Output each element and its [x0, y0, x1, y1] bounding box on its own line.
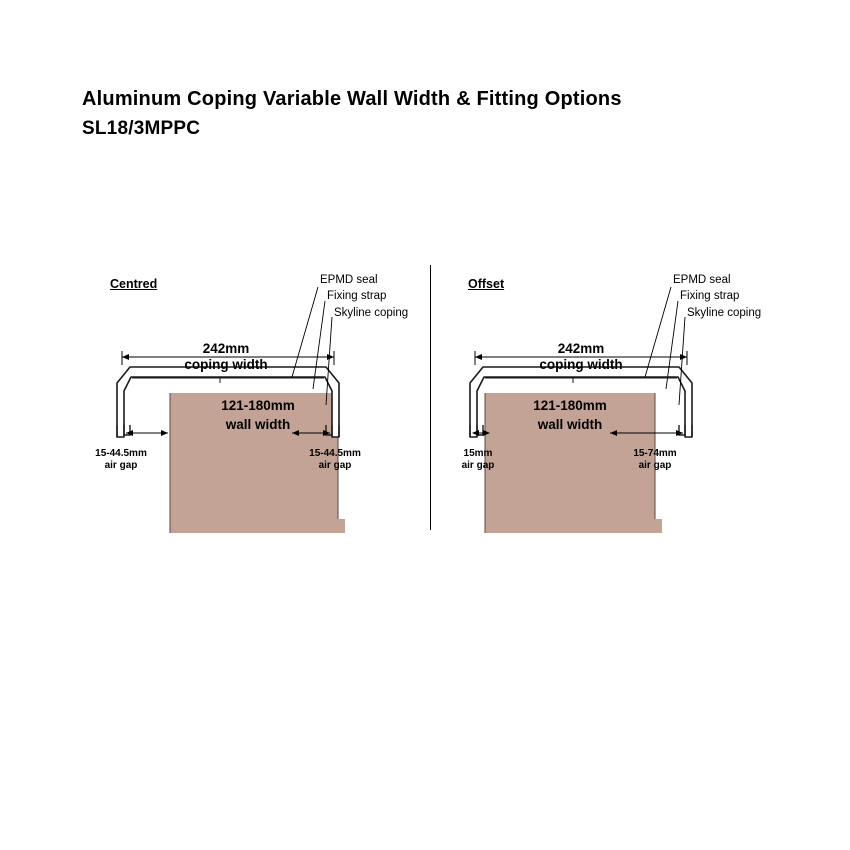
panel-label-centred: Centred: [110, 277, 158, 291]
wall-width-value-centred: 121-180mm: [221, 398, 295, 413]
diagram-panel-centred: [70, 265, 430, 555]
callout-epmd-seal-centred: EPMD seal: [320, 274, 378, 286]
wall-width-caption-centred: wall width: [225, 417, 291, 432]
diagram-panel-offset: [440, 265, 800, 555]
callout-skyline-coping-centred: Skyline coping: [334, 307, 409, 319]
page-subtitle: SL18/3MPPC: [82, 118, 201, 139]
panel-label-offset: Offset: [468, 277, 505, 291]
coping-width-value-offset: 242mm: [557, 341, 605, 356]
page-title: Aluminum Coping Variable Wall Width & Fitting Options: [82, 88, 622, 110]
wall-width-value-offset: 121-180mm: [533, 398, 607, 413]
callout-fixing-strap-offset: Fixing strap: [680, 290, 740, 302]
callout-epmd-seal-offset: EPMD seal: [673, 274, 731, 286]
left-air-gap-caption-centred: air gap: [104, 460, 138, 471]
left-air-gap-caption-offset: air gap: [461, 460, 495, 471]
right-air-gap-value-offset: 15-74mm: [633, 448, 677, 459]
coping-width-caption-centred: coping width: [184, 357, 268, 372]
callout-fixing-strap-centred: Fixing strap: [327, 290, 387, 302]
coping-width-caption-offset: coping width: [539, 357, 623, 372]
left-air-gap-value-centred: 15-44.5mm: [95, 448, 147, 459]
right-air-gap-value-centred: 15-44.5mm: [309, 448, 361, 459]
right-air-gap-caption-centred: air gap: [318, 460, 352, 471]
wall-width-caption-offset: wall width: [537, 417, 603, 432]
right-air-gap-caption-offset: air gap: [638, 460, 672, 471]
callout-skyline-coping-offset: Skyline coping: [687, 307, 762, 319]
panel-divider: [430, 265, 431, 530]
left-air-gap-value-offset: 15mm: [463, 448, 493, 459]
coping-width-value-centred: 242mm: [202, 341, 250, 356]
